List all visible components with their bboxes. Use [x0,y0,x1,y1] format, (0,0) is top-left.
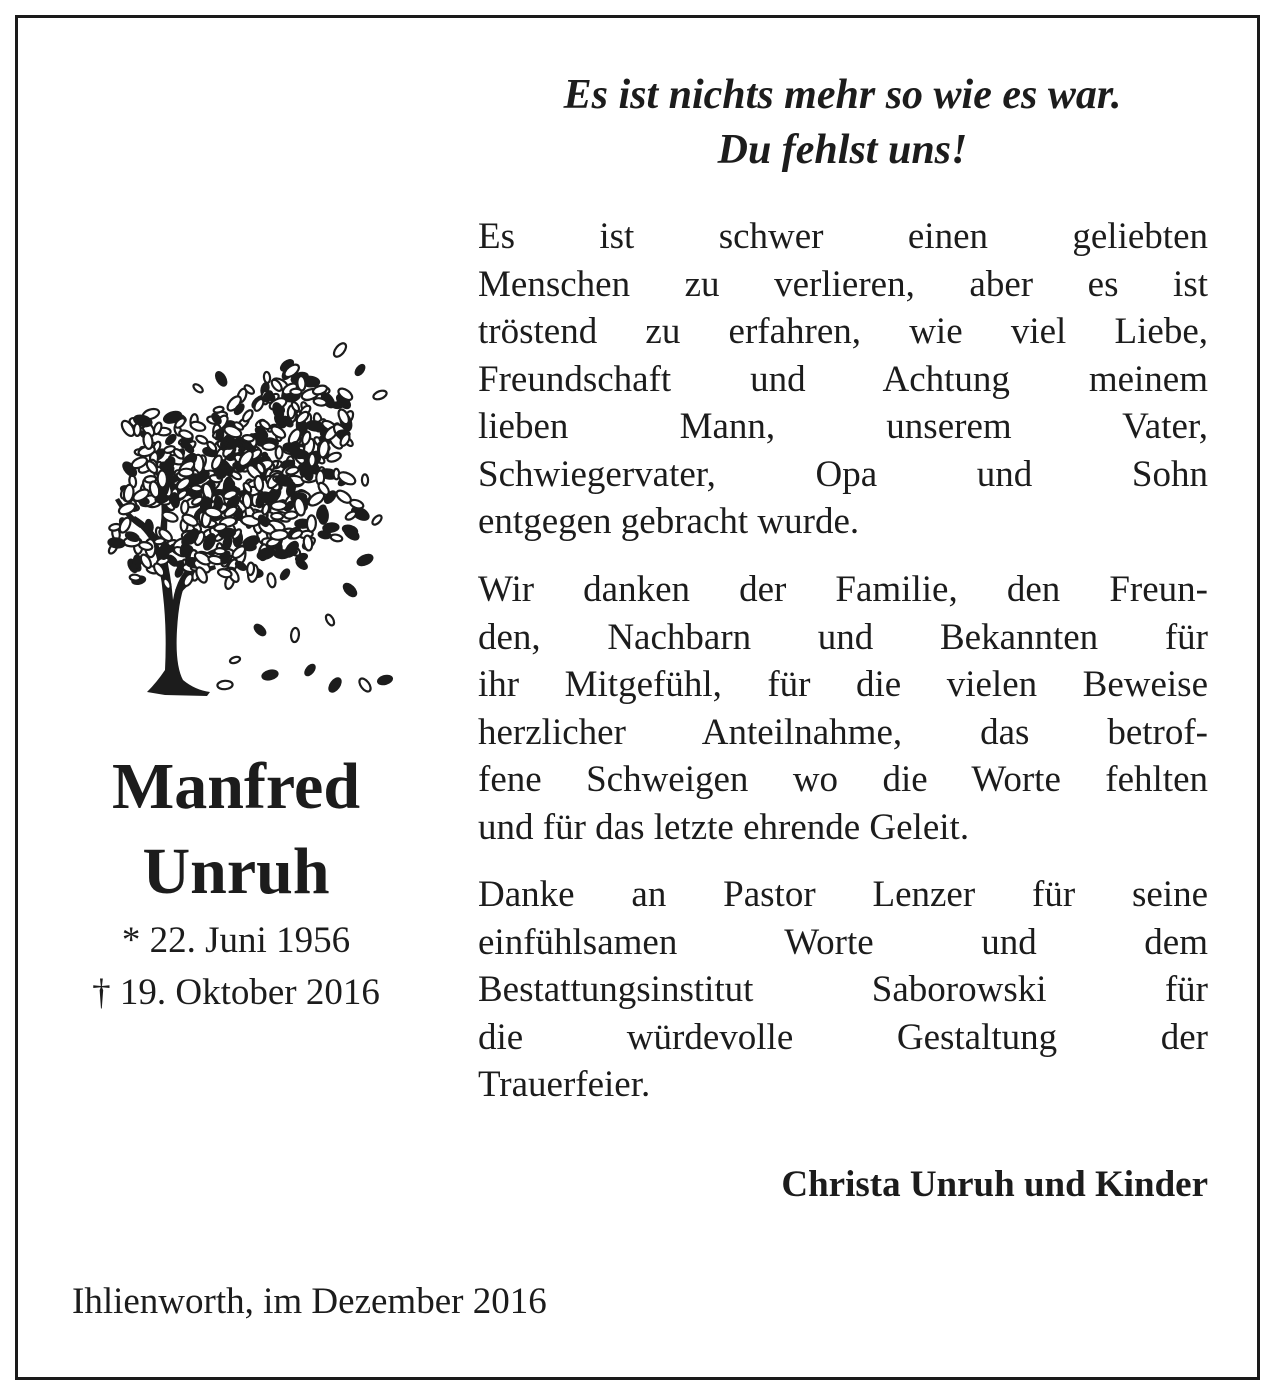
paragraph-1 [478,213,1208,546]
text-line: entgegen gebracht wurde. [478,501,860,542]
motto-line-1: Es ist nichts mehr so wie es war. [563,72,1122,118]
text-line: Trauerfeier. [478,1064,651,1105]
windblown-tree-icon [95,330,395,700]
text-line: Schwiegervater, Opa und Sohn [478,453,1208,495]
text-line: einfühlsamen Worte und dem [478,921,1208,963]
text-line: Es ist schwer einen geliebten [478,216,1208,257]
text-line: tröstend zu erfahren, wie viel Liebe, [478,311,1208,352]
text-line: und für das letzte ehrende Geleit. [478,806,970,848]
text-line: Freundschaft und Achtung meinem [478,358,1208,400]
deceased-last-name: Unruh [142,835,330,908]
text-line: lieben Mann, unserem Vater, [478,406,1208,447]
place-date: Ihlienworth, im Dezember 2016 [72,1281,547,1322]
text-line: Wir danken der Familie, den Freun- [478,569,1208,610]
text-line: ihr Mitgefühl, für die vielen Beweise [478,664,1208,705]
paragraph-3 [478,871,1208,1109]
text-line: fene Schweigen wo die Worte fehlten [478,759,1208,800]
deceased-first-name: Manfred [111,750,361,823]
death-date: † 19. Oktober 2016 [92,972,380,1013]
text-line: Danke an Pastor Lenzer für seine [478,874,1208,915]
text-line: den, Nachbarn und Bekannten für [478,616,1208,658]
text-line: herzlicher Anteilnahme, das betrof- [478,711,1208,753]
text-line: die würdevolle Gestaltung der [478,1016,1208,1058]
motto-line-2: Du fehlst uns! [717,127,968,173]
signature: Christa Unruh und Kinder [781,1164,1208,1205]
paragraph-2 [478,566,1208,851]
text-line: Menschen zu verlieren, aber es ist [478,263,1208,305]
birth-date: * 22. Juni 1956 [121,920,351,961]
text-line: Bestattungsinstitut Saborowski für [478,969,1208,1010]
